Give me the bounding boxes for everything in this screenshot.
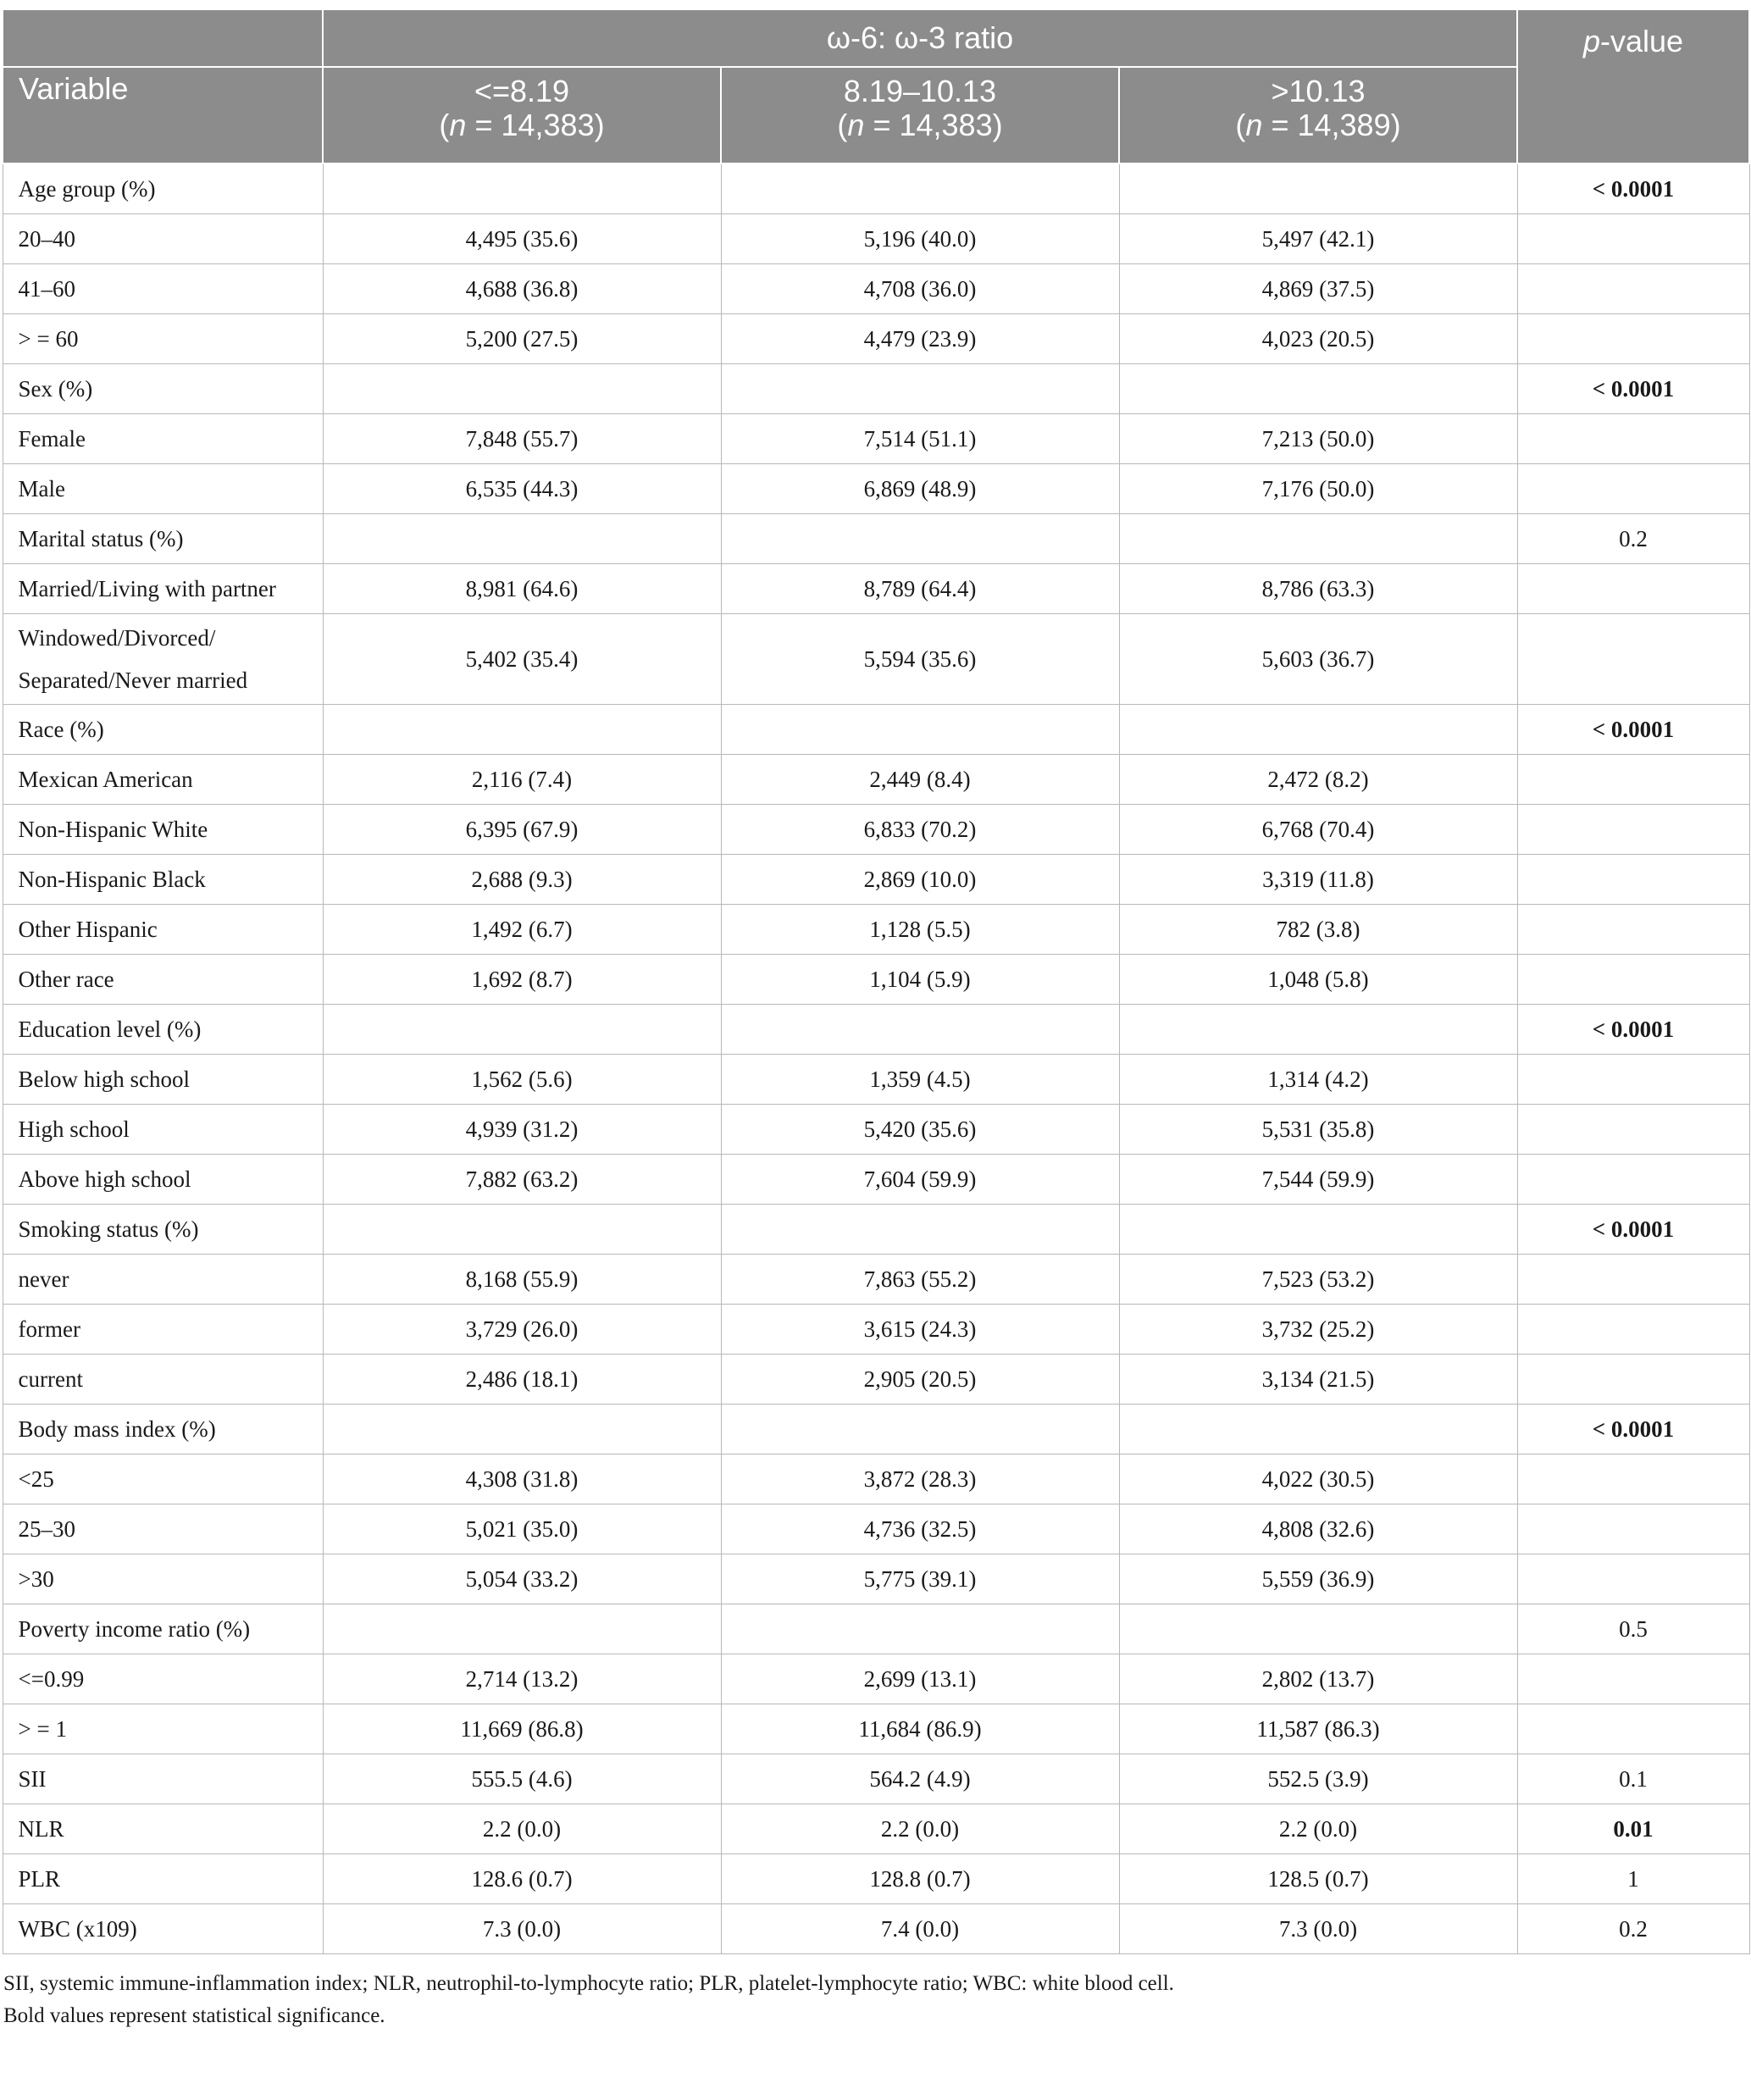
value-cell-tertile-2 — [721, 364, 1119, 414]
value-cell-tertile-2: 6,833 (70.2) — [721, 805, 1119, 855]
pvalue-cell — [1517, 1654, 1749, 1704]
pvalue-header — [1517, 9, 1749, 163]
pvalue-cell — [1517, 1255, 1749, 1305]
pvalue-cell: < 0.0001 — [1517, 1005, 1749, 1055]
value-cell-tertile-2: 4,708 (36.0) — [721, 264, 1119, 314]
table-row — [3, 1504, 1749, 1554]
pvalue-cell — [1517, 264, 1749, 314]
value-cell-tertile-1: 6,395 (67.9) — [323, 805, 721, 855]
row-label: 25–30 — [3, 1504, 323, 1554]
row-label: Non-Hispanic White — [3, 805, 323, 855]
row-label-line: Separated/Never married — [18, 668, 248, 693]
value-cell-tertile-1: 8,168 (55.9) — [323, 1255, 721, 1305]
value-cell-tertile-3: 7,544 (59.9) — [1119, 1155, 1517, 1205]
value-cell-tertile-2 — [721, 705, 1119, 755]
table-row — [3, 564, 1749, 614]
value-cell-tertile-1: 7.3 (0.0) — [323, 1904, 721, 1954]
column-header-tertile-3 — [1119, 67, 1517, 163]
value-cell-tertile-1: 5,200 (27.5) — [323, 314, 721, 364]
value-cell-tertile-1: 7,882 (63.2) — [323, 1155, 721, 1205]
value-cell-tertile-1: 1,692 (8.7) — [323, 955, 721, 1005]
baseline-characteristics-table — [2, 8, 1750, 1954]
row-label-line: Windowed/Divorced/ — [18, 625, 216, 651]
table-body — [3, 163, 1749, 1954]
value-cell-tertile-1: 2.2 (0.0) — [323, 1804, 721, 1854]
row-label: Marital status (%) — [3, 514, 323, 564]
value-cell-tertile-3: 128.5 (0.7) — [1119, 1854, 1517, 1904]
table-row — [3, 614, 1749, 705]
table-row — [3, 1604, 1749, 1654]
value-cell-tertile-1 — [323, 514, 721, 564]
table-row — [3, 905, 1749, 955]
row-label: 41–60 — [3, 264, 323, 314]
row-label: 20–40 — [3, 214, 323, 264]
value-cell-tertile-3: 4,022 (30.5) — [1119, 1454, 1517, 1504]
pvalue-cell — [1517, 564, 1749, 614]
row-label: Male — [3, 464, 323, 514]
table-row — [3, 755, 1749, 805]
value-cell-tertile-3: 3,732 (25.2) — [1119, 1305, 1517, 1355]
value-cell-tertile-1: 5,402 (35.4) — [323, 614, 721, 705]
table-row — [3, 705, 1749, 755]
pvalue-cell — [1517, 855, 1749, 905]
pvalue-cell: 0.2 — [1517, 1904, 1749, 1954]
value-cell-tertile-1: 7,848 (55.7) — [323, 414, 721, 464]
n-suffix: = 14,383) — [864, 108, 1003, 142]
value-cell-tertile-3 — [1119, 1205, 1517, 1255]
pvalue-cell: < 0.0001 — [1517, 163, 1749, 214]
pvalue-cell: < 0.0001 — [1517, 705, 1749, 755]
table-row — [3, 1155, 1749, 1205]
value-cell-tertile-2: 128.8 (0.7) — [721, 1854, 1119, 1904]
pvalue-cell — [1517, 1155, 1749, 1205]
pvalue-cell: 0.5 — [1517, 1604, 1749, 1654]
value-cell-tertile-3: 4,869 (37.5) — [1119, 264, 1517, 314]
table-row — [3, 464, 1749, 514]
table-row — [3, 855, 1749, 905]
table-row — [3, 805, 1749, 855]
n-prefix: ( — [439, 108, 450, 142]
value-cell-tertile-3: 1,048 (5.8) — [1119, 955, 1517, 1005]
row-label: Race (%) — [3, 705, 323, 755]
value-cell-tertile-3: 5,497 (42.1) — [1119, 214, 1517, 264]
value-cell-tertile-1: 1,492 (6.7) — [323, 905, 721, 955]
row-label: Sex (%) — [3, 364, 323, 414]
row-label: Poverty income ratio (%) — [3, 1604, 323, 1654]
pvalue-cell — [1517, 805, 1749, 855]
value-cell-tertile-2: 7.4 (0.0) — [721, 1904, 1119, 1954]
header-blank-cell — [3, 9, 323, 67]
value-cell-tertile-1: 4,939 (31.2) — [323, 1105, 721, 1155]
value-cell-tertile-2: 8,789 (64.4) — [721, 564, 1119, 614]
value-cell-tertile-2: 1,128 (5.5) — [721, 905, 1119, 955]
table-row — [3, 955, 1749, 1005]
table-row — [3, 1205, 1749, 1255]
row-label: Body mass index (%) — [3, 1405, 323, 1454]
value-cell-tertile-3: 8,786 (63.3) — [1119, 564, 1517, 614]
value-cell-tertile-1 — [323, 163, 721, 214]
value-cell-tertile-2 — [721, 1205, 1119, 1255]
value-cell-tertile-2 — [721, 163, 1119, 214]
row-label: Above high school — [3, 1155, 323, 1205]
row-label: Education level (%) — [3, 1005, 323, 1055]
value-cell-tertile-2: 3,872 (28.3) — [721, 1454, 1119, 1504]
table-footnotes — [2, 1968, 1748, 2032]
value-cell-tertile-3: 2,472 (8.2) — [1119, 755, 1517, 805]
value-cell-tertile-3: 6,768 (70.4) — [1119, 805, 1517, 855]
table-row — [3, 1704, 1749, 1754]
table-row — [3, 1355, 1749, 1405]
n-italic: n — [847, 108, 865, 142]
table-row — [3, 514, 1749, 564]
value-cell-tertile-1 — [323, 364, 721, 414]
row-label: <25 — [3, 1454, 323, 1504]
pvalue-cell — [1517, 614, 1749, 705]
value-cell-tertile-2: 6,869 (48.9) — [721, 464, 1119, 514]
column-n — [722, 108, 1118, 142]
value-cell-tertile-2 — [721, 514, 1119, 564]
table-row — [3, 414, 1749, 464]
abbreviations-note: SII, systemic immune-inflammation index; NLR, neutrophil-to-lymphocyte ratio; PLR, platelet-lymphocyte ratio; WBC: white blood cell. — [3, 1972, 1174, 1995]
value-cell-tertile-2 — [721, 1405, 1119, 1454]
value-cell-tertile-2 — [721, 1604, 1119, 1654]
table-row — [3, 1305, 1749, 1355]
value-cell-tertile-2: 7,514 (51.1) — [721, 414, 1119, 464]
value-cell-tertile-3: 7,176 (50.0) — [1119, 464, 1517, 514]
row-label: >30 — [3, 1554, 323, 1604]
table-container — [2, 8, 1748, 2032]
n-prefix: ( — [837, 108, 848, 142]
table-row — [3, 314, 1749, 364]
value-cell-tertile-1: 1,562 (5.6) — [323, 1055, 721, 1105]
value-cell-tertile-1: 3,729 (26.0) — [323, 1305, 721, 1355]
value-cell-tertile-3 — [1119, 1405, 1517, 1454]
value-cell-tertile-3: 2.2 (0.0) — [1119, 1804, 1517, 1854]
column-n — [324, 108, 720, 142]
value-cell-tertile-3: 4,023 (20.5) — [1119, 314, 1517, 364]
pvalue-cell: 0.2 — [1517, 514, 1749, 564]
value-cell-tertile-1: 4,688 (36.8) — [323, 264, 721, 314]
bold-values-note: Bold values represent statistical significance. — [3, 2004, 385, 2027]
row-label: Mexican American — [3, 755, 323, 805]
value-cell-tertile-3: 5,559 (36.9) — [1119, 1554, 1517, 1604]
pvalue-cell — [1517, 955, 1749, 1005]
value-cell-tertile-1: 128.6 (0.7) — [323, 1854, 721, 1904]
pvalue-cell — [1517, 414, 1749, 464]
row-label: Below high school — [3, 1055, 323, 1105]
value-cell-tertile-3 — [1119, 364, 1517, 414]
ratio-group-header: ω-6: ω-3 ratio — [323, 9, 1517, 67]
table-row — [3, 1405, 1749, 1454]
pvalue-cell: < 0.0001 — [1517, 364, 1749, 414]
value-cell-tertile-2: 5,775 (39.1) — [721, 1554, 1119, 1604]
table-row — [3, 364, 1749, 414]
pvalue-cell — [1517, 1105, 1749, 1155]
value-cell-tertile-2: 1,359 (4.5) — [721, 1055, 1119, 1105]
table-row — [3, 214, 1749, 264]
value-cell-tertile-1: 11,669 (86.8) — [323, 1704, 721, 1754]
row-label: current — [3, 1355, 323, 1405]
n-italic: n — [449, 108, 467, 142]
value-cell-tertile-3: 2,802 (13.7) — [1119, 1654, 1517, 1704]
row-label: Non-Hispanic Black — [3, 855, 323, 905]
value-cell-tertile-1 — [323, 1604, 721, 1654]
row-label: <=0.99 — [3, 1654, 323, 1704]
value-cell-tertile-2: 5,196 (40.0) — [721, 214, 1119, 264]
pvalue-cell — [1517, 1454, 1749, 1504]
table-row — [3, 264, 1749, 314]
pvalue-cell — [1517, 905, 1749, 955]
value-cell-tertile-2: 11,684 (86.9) — [721, 1704, 1119, 1754]
value-cell-tertile-3 — [1119, 514, 1517, 564]
n-italic: n — [1245, 108, 1263, 142]
column-header-tertile-1 — [323, 67, 721, 163]
row-label: former — [3, 1305, 323, 1355]
pvalue-cell: 0.1 — [1517, 1754, 1749, 1804]
value-cell-tertile-2: 2,699 (13.1) — [721, 1654, 1119, 1704]
value-cell-tertile-3: 7,523 (53.2) — [1119, 1255, 1517, 1305]
row-label: PLR — [3, 1854, 323, 1904]
value-cell-tertile-3: 7.3 (0.0) — [1119, 1904, 1517, 1954]
row-label: Female — [3, 414, 323, 464]
table-row — [3, 1105, 1749, 1155]
pvalue-cell: 1 — [1517, 1854, 1749, 1904]
table-row — [3, 1055, 1749, 1105]
pvalue-header-italic: p — [1582, 24, 1600, 58]
value-cell-tertile-3: 552.5 (3.9) — [1119, 1754, 1517, 1804]
table-header — [3, 9, 1749, 163]
row-label: Smoking status (%) — [3, 1205, 323, 1255]
column-n — [1120, 108, 1516, 142]
column-header-tertile-2 — [721, 67, 1119, 163]
value-cell-tertile-1 — [323, 1405, 721, 1454]
table-row — [3, 1904, 1749, 1954]
column-range: 8.19–10.13 — [843, 74, 997, 108]
value-cell-tertile-2: 1,104 (5.9) — [721, 955, 1119, 1005]
value-cell-tertile-1: 555.5 (4.6) — [323, 1754, 721, 1804]
pvalue-cell: 0.01 — [1517, 1804, 1749, 1854]
value-cell-tertile-1: 5,054 (33.2) — [323, 1554, 721, 1604]
row-label: > = 1 — [3, 1704, 323, 1754]
value-cell-tertile-2: 2,869 (10.0) — [721, 855, 1119, 905]
pvalue-cell — [1517, 1055, 1749, 1105]
value-cell-tertile-2: 564.2 (4.9) — [721, 1754, 1119, 1804]
pvalue-cell: < 0.0001 — [1517, 1405, 1749, 1454]
table-row — [3, 1854, 1749, 1904]
table-row — [3, 1255, 1749, 1305]
table-row — [3, 163, 1749, 214]
value-cell-tertile-1: 4,495 (35.6) — [323, 214, 721, 264]
value-cell-tertile-2: 2,449 (8.4) — [721, 755, 1119, 805]
table-row — [3, 1654, 1749, 1704]
value-cell-tertile-2: 4,479 (23.9) — [721, 314, 1119, 364]
pvalue-header-suffix: -value — [1599, 24, 1684, 58]
value-cell-tertile-1: 8,981 (64.6) — [323, 564, 721, 614]
value-cell-tertile-3: 11,587 (86.3) — [1119, 1704, 1517, 1754]
value-cell-tertile-2: 5,420 (35.6) — [721, 1105, 1119, 1155]
pvalue-cell — [1517, 1504, 1749, 1554]
variable-header: Variable — [3, 67, 323, 163]
pvalue-cell: < 0.0001 — [1517, 1205, 1749, 1255]
value-cell-tertile-1 — [323, 1005, 721, 1055]
value-cell-tertile-3: 5,531 (35.8) — [1119, 1105, 1517, 1155]
value-cell-tertile-1: 2,714 (13.2) — [323, 1654, 721, 1704]
pvalue-cell — [1517, 755, 1749, 805]
pvalue-cell — [1517, 1704, 1749, 1754]
pvalue-cell — [1517, 1305, 1749, 1355]
value-cell-tertile-1: 5,021 (35.0) — [323, 1504, 721, 1554]
row-label: Other race — [3, 955, 323, 1005]
table-row — [3, 1554, 1749, 1604]
value-cell-tertile-3 — [1119, 1005, 1517, 1055]
value-cell-tertile-3 — [1119, 163, 1517, 214]
row-label: SII — [3, 1754, 323, 1804]
table-row — [3, 1454, 1749, 1504]
value-cell-tertile-3: 1,314 (4.2) — [1119, 1055, 1517, 1105]
table-row — [3, 1005, 1749, 1055]
table-row — [3, 1754, 1749, 1804]
row-label: NLR — [3, 1804, 323, 1854]
value-cell-tertile-3: 4,808 (32.6) — [1119, 1504, 1517, 1554]
value-cell-tertile-2: 3,615 (24.3) — [721, 1305, 1119, 1355]
value-cell-tertile-1: 2,116 (7.4) — [323, 755, 721, 805]
row-label: Married/Living with partner — [3, 564, 323, 614]
n-suffix: = 14,389) — [1262, 108, 1401, 142]
n-prefix: ( — [1235, 108, 1246, 142]
row-label: WBC (x109) — [3, 1904, 323, 1954]
n-suffix: = 14,383) — [466, 108, 605, 142]
value-cell-tertile-2: 2.2 (0.0) — [721, 1804, 1119, 1854]
value-cell-tertile-1: 2,688 (9.3) — [323, 855, 721, 905]
row-label — [3, 614, 323, 705]
value-cell-tertile-1: 4,308 (31.8) — [323, 1454, 721, 1504]
value-cell-tertile-1 — [323, 705, 721, 755]
value-cell-tertile-2: 7,863 (55.2) — [721, 1255, 1119, 1305]
value-cell-tertile-2: 7,604 (59.9) — [721, 1155, 1119, 1205]
value-cell-tertile-1: 6,535 (44.3) — [323, 464, 721, 514]
pvalue-cell — [1517, 464, 1749, 514]
row-label: Age group (%) — [3, 163, 323, 214]
row-label: > = 60 — [3, 314, 323, 364]
table-row — [3, 1804, 1749, 1854]
value-cell-tertile-3 — [1119, 1604, 1517, 1654]
column-range: <=8.19 — [474, 74, 570, 108]
value-cell-tertile-2: 2,905 (20.5) — [721, 1355, 1119, 1405]
pvalue-cell — [1517, 1355, 1749, 1405]
row-label: Other Hispanic — [3, 905, 323, 955]
row-label: High school — [3, 1105, 323, 1155]
pvalue-cell — [1517, 214, 1749, 264]
value-cell-tertile-2: 5,594 (35.6) — [721, 614, 1119, 705]
pvalue-cell — [1517, 314, 1749, 364]
pvalue-cell — [1517, 1554, 1749, 1604]
value-cell-tertile-3: 7,213 (50.0) — [1119, 414, 1517, 464]
value-cell-tertile-3: 5,603 (36.7) — [1119, 614, 1517, 705]
value-cell-tertile-3: 3,134 (21.5) — [1119, 1355, 1517, 1405]
value-cell-tertile-3: 782 (3.8) — [1119, 905, 1517, 955]
row-label: never — [3, 1255, 323, 1305]
value-cell-tertile-1: 2,486 (18.1) — [323, 1355, 721, 1405]
value-cell-tertile-2 — [721, 1005, 1119, 1055]
value-cell-tertile-1 — [323, 1205, 721, 1255]
value-cell-tertile-2: 4,736 (32.5) — [721, 1504, 1119, 1554]
value-cell-tertile-3 — [1119, 705, 1517, 755]
column-range: >10.13 — [1271, 74, 1366, 108]
value-cell-tertile-3: 3,319 (11.8) — [1119, 855, 1517, 905]
